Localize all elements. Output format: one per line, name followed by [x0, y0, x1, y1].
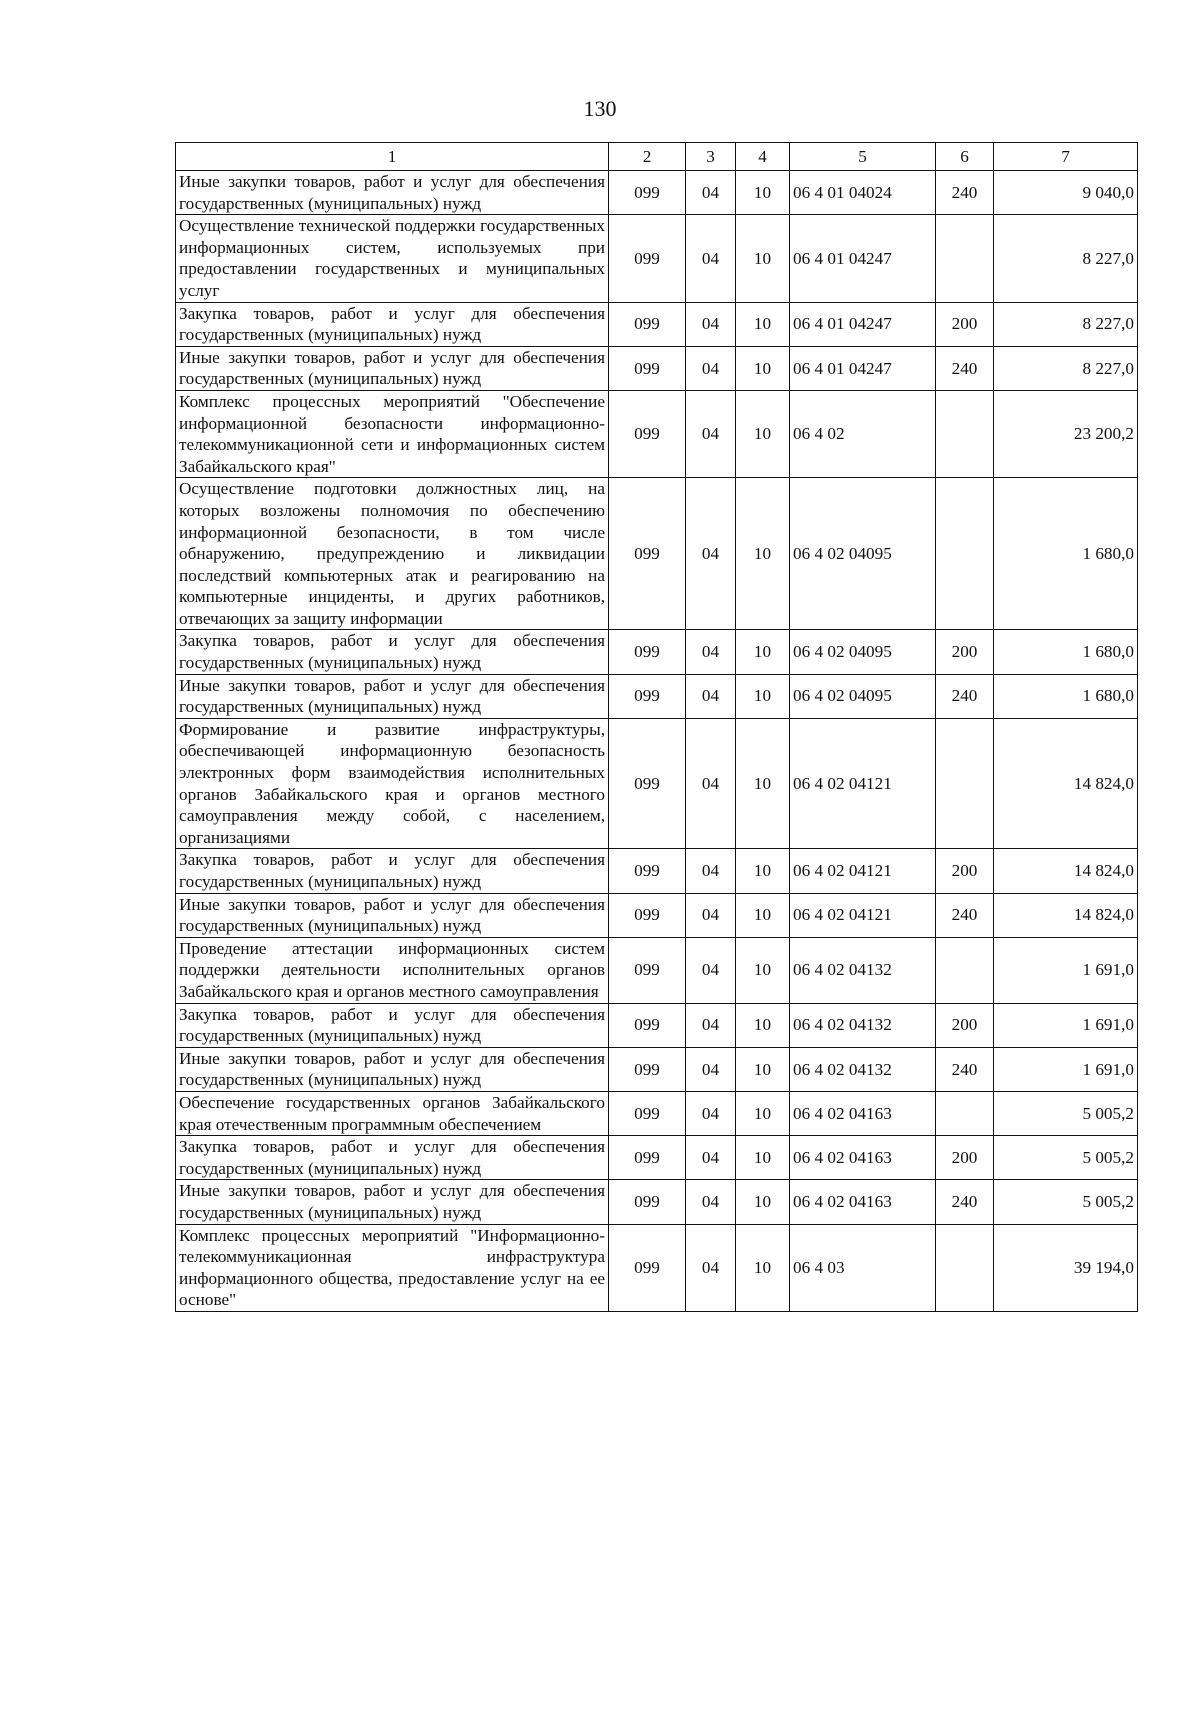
- row-amount-cell: 8 227,0: [994, 346, 1138, 390]
- row-code-2-cell: 099: [609, 171, 686, 215]
- row-target-article-cell: 06 4 02 04132: [790, 1047, 936, 1091]
- header-cell-4: 4: [736, 143, 790, 171]
- row-expense-type-cell: 200: [936, 630, 994, 674]
- row-name-cell: Осуществление технической поддержки государственных информационных систем, используемых при предоставлении государственных и муниципальных услуг: [176, 215, 609, 302]
- row-code-2-cell: 099: [609, 630, 686, 674]
- row-name-cell: Закупка товаров, работ и услуг для обеспечения государственных (муниципальных) нужд: [176, 849, 609, 893]
- row-target-article-cell: 06 4 01 04024: [790, 171, 936, 215]
- row-code-2-cell: 099: [609, 1003, 686, 1047]
- table-body: [176, 171, 1138, 1312]
- row-name-cell: Иные закупки товаров, работ и услуг для обеспечения государственных (муниципальных) нужд: [176, 1047, 609, 1091]
- row-code-2-cell: 099: [609, 718, 686, 849]
- row-amount-cell: 39 194,0: [994, 1224, 1138, 1311]
- row-code-3-cell: 04: [686, 893, 736, 937]
- header-cell-2: 2: [609, 143, 686, 171]
- row-name-cell: Формирование и развитие инфраструктуры, обеспечивающей информационную безопасность электронных форм взаимодействия исполнительных органов Забайкальского края и органов местного самоуправления между собой, с населением, организациями: [176, 718, 609, 849]
- row-amount-cell: 8 227,0: [994, 302, 1138, 346]
- row-expense-type-cell: [936, 215, 994, 302]
- row-code-4-cell: 10: [736, 171, 790, 215]
- row-target-article-cell: 06 4 01 04247: [790, 215, 936, 302]
- row-target-article-cell: 06 4 01 04247: [790, 346, 936, 390]
- row-code-3-cell: 04: [686, 937, 736, 1003]
- row-expense-type-cell: [936, 390, 994, 477]
- row-amount-cell: 9 040,0: [994, 171, 1138, 215]
- row-code-2-cell: 099: [609, 346, 686, 390]
- row-code-4-cell: 10: [736, 893, 790, 937]
- row-amount-cell: 1 691,0: [994, 1003, 1138, 1047]
- table-row: [176, 1003, 1138, 1047]
- table-row: [176, 718, 1138, 849]
- row-code-2-cell: 099: [609, 1047, 686, 1091]
- header-row: [176, 143, 1138, 171]
- table-row: [176, 478, 1138, 630]
- row-code-3-cell: 04: [686, 390, 736, 477]
- page-number: 130: [583, 96, 617, 121]
- row-code-4-cell: 10: [736, 718, 790, 849]
- row-code-3-cell: 04: [686, 674, 736, 718]
- row-code-4-cell: 10: [736, 1047, 790, 1091]
- header-cell-5: 5: [790, 143, 936, 171]
- table-row: [176, 937, 1138, 1003]
- row-amount-cell: 5 005,2: [994, 1180, 1138, 1224]
- table-row: [176, 215, 1138, 302]
- row-code-4-cell: 10: [736, 478, 790, 630]
- row-code-4-cell: 10: [736, 302, 790, 346]
- row-expense-type-cell: 200: [936, 1136, 994, 1180]
- row-code-3-cell: 04: [686, 346, 736, 390]
- row-target-article-cell: 06 4 02 04121: [790, 718, 936, 849]
- row-code-4-cell: 10: [736, 1136, 790, 1180]
- row-expense-type-cell: 200: [936, 849, 994, 893]
- table-row: [176, 390, 1138, 477]
- row-amount-cell: 1 691,0: [994, 937, 1138, 1003]
- row-code-2-cell: 099: [609, 302, 686, 346]
- row-name-cell: Иные закупки товаров, работ и услуг для обеспечения государственных (муниципальных) нужд: [176, 1180, 609, 1224]
- row-amount-cell: 8 227,0: [994, 215, 1138, 302]
- row-name-cell: Иные закупки товаров, работ и услуг для обеспечения государственных (муниципальных) нужд: [176, 171, 609, 215]
- row-code-4-cell: 10: [736, 1180, 790, 1224]
- row-expense-type-cell: 200: [936, 1003, 994, 1047]
- row-name-cell: Закупка товаров, работ и услуг для обеспечения государственных (муниципальных) нужд: [176, 630, 609, 674]
- row-code-3-cell: 04: [686, 171, 736, 215]
- row-target-article-cell: 06 4 02 04121: [790, 849, 936, 893]
- table-row: [176, 171, 1138, 215]
- row-code-2-cell: 099: [609, 849, 686, 893]
- row-code-3-cell: 04: [686, 630, 736, 674]
- row-expense-type-cell: [936, 1091, 994, 1135]
- row-amount-cell: 1 680,0: [994, 478, 1138, 630]
- row-code-2-cell: 099: [609, 1224, 686, 1311]
- row-code-2-cell: 099: [609, 478, 686, 630]
- table-row: [176, 1224, 1138, 1311]
- row-code-3-cell: 04: [686, 478, 736, 630]
- row-name-cell: Проведение аттестации информационных систем поддержки деятельности исполнительных органов Забайкальского края и органов местного самоуправления: [176, 937, 609, 1003]
- row-code-4-cell: 10: [736, 849, 790, 893]
- row-code-3-cell: 04: [686, 302, 736, 346]
- row-code-3-cell: 04: [686, 215, 736, 302]
- table-row: [176, 1180, 1138, 1224]
- row-code-2-cell: 099: [609, 674, 686, 718]
- header-cell-7: 7: [994, 143, 1138, 171]
- row-expense-type-cell: 240: [936, 1047, 994, 1091]
- row-code-2-cell: 099: [609, 893, 686, 937]
- row-name-cell: Иные закупки товаров, работ и услуг для обеспечения государственных (муниципальных) нужд: [176, 893, 609, 937]
- table-row: [176, 893, 1138, 937]
- header-cell-1: 1: [176, 143, 609, 171]
- row-target-article-cell: 06 4 02 04132: [790, 1003, 936, 1047]
- row-code-2-cell: 099: [609, 1136, 686, 1180]
- row-amount-cell: 1 691,0: [994, 1047, 1138, 1091]
- row-code-3-cell: 04: [686, 1003, 736, 1047]
- row-expense-type-cell: 200: [936, 302, 994, 346]
- row-name-cell: Закупка товаров, работ и услуг для обеспечения государственных (муниципальных) нужд: [176, 1003, 609, 1047]
- row-expense-type-cell: 240: [936, 674, 994, 718]
- row-code-2-cell: 099: [609, 1180, 686, 1224]
- row-amount-cell: 23 200,2: [994, 390, 1138, 477]
- row-code-4-cell: 10: [736, 1091, 790, 1135]
- row-target-article-cell: 06 4 01 04247: [790, 302, 936, 346]
- header-cell-6: 6: [936, 143, 994, 171]
- row-target-article-cell: 06 4 02 04163: [790, 1091, 936, 1135]
- table-row: [176, 630, 1138, 674]
- table-row: [176, 1136, 1138, 1180]
- row-code-3-cell: 04: [686, 1047, 736, 1091]
- table-row: [176, 849, 1138, 893]
- row-code-3-cell: 04: [686, 1180, 736, 1224]
- row-name-cell: Иные закупки товаров, работ и услуг для обеспечения государственных (муниципальных) нужд: [176, 346, 609, 390]
- row-target-article-cell: 06 4 02 04121: [790, 893, 936, 937]
- row-amount-cell: 1 680,0: [994, 630, 1138, 674]
- row-expense-type-cell: 240: [936, 171, 994, 215]
- row-code-3-cell: 04: [686, 718, 736, 849]
- budget-table: [175, 142, 1138, 1312]
- table-header: [176, 143, 1138, 171]
- row-name-cell: Обеспечение государственных органов Забайкальского края отечественным программным обеспечением: [176, 1091, 609, 1135]
- row-amount-cell: 14 824,0: [994, 849, 1138, 893]
- row-expense-type-cell: [936, 478, 994, 630]
- row-code-2-cell: 099: [609, 937, 686, 1003]
- row-code-3-cell: 04: [686, 1091, 736, 1135]
- row-code-4-cell: 10: [736, 674, 790, 718]
- row-target-article-cell: 06 4 02 04163: [790, 1180, 936, 1224]
- row-name-cell: Комплекс процессных мероприятий "Информационно-телекоммуникационная инфраструктура информационного общества, предоставление услуг на ее основе": [176, 1224, 609, 1311]
- row-target-article-cell: 06 4 02 04095: [790, 630, 936, 674]
- row-code-4-cell: 10: [736, 390, 790, 477]
- row-target-article-cell: 06 4 02 04163: [790, 1136, 936, 1180]
- row-code-3-cell: 04: [686, 1136, 736, 1180]
- row-amount-cell: 1 680,0: [994, 674, 1138, 718]
- row-target-article-cell: 06 4 03: [790, 1224, 936, 1311]
- row-amount-cell: 5 005,2: [994, 1091, 1138, 1135]
- row-code-2-cell: 099: [609, 390, 686, 477]
- row-name-cell: Закупка товаров, работ и услуг для обеспечения государственных (муниципальных) нужд: [176, 302, 609, 346]
- row-expense-type-cell: [936, 718, 994, 849]
- table-row: [176, 1091, 1138, 1135]
- row-expense-type-cell: 240: [936, 893, 994, 937]
- row-target-article-cell: 06 4 02: [790, 390, 936, 477]
- row-code-2-cell: 099: [609, 1091, 686, 1135]
- row-amount-cell: 14 824,0: [994, 893, 1138, 937]
- row-code-3-cell: 04: [686, 849, 736, 893]
- row-name-cell: Осуществление подготовки должностных лиц, на которых возложены полномочия по обеспечению информационной безопасности, в том числе обнаружению, предупреждению и ликвидации последствий компьютерных атак и реагированию на компьютерные инциденты, и других работников, отвечающих за защиту информации: [176, 478, 609, 630]
- row-expense-type-cell: [936, 1224, 994, 1311]
- row-code-3-cell: 04: [686, 1224, 736, 1311]
- table-row: [176, 1047, 1138, 1091]
- row-name-cell: Иные закупки товаров, работ и услуг для обеспечения государственных (муниципальных) нужд: [176, 674, 609, 718]
- row-code-2-cell: 099: [609, 215, 686, 302]
- table-row: [176, 302, 1138, 346]
- table-row: [176, 674, 1138, 718]
- row-expense-type-cell: 240: [936, 1180, 994, 1224]
- row-expense-type-cell: [936, 937, 994, 1003]
- row-code-4-cell: 10: [736, 1003, 790, 1047]
- row-code-4-cell: 10: [736, 937, 790, 1003]
- row-code-4-cell: 10: [736, 630, 790, 674]
- table-row: [176, 346, 1138, 390]
- row-target-article-cell: 06 4 02 04095: [790, 674, 936, 718]
- row-amount-cell: 5 005,2: [994, 1136, 1138, 1180]
- row-target-article-cell: 06 4 02 04132: [790, 937, 936, 1003]
- row-amount-cell: 14 824,0: [994, 718, 1138, 849]
- row-name-cell: Закупка товаров, работ и услуг для обеспечения государственных (муниципальных) нужд: [176, 1136, 609, 1180]
- row-code-4-cell: 10: [736, 215, 790, 302]
- header-cell-3: 3: [686, 143, 736, 171]
- row-expense-type-cell: 240: [936, 346, 994, 390]
- row-target-article-cell: 06 4 02 04095: [790, 478, 936, 630]
- row-code-4-cell: 10: [736, 1224, 790, 1311]
- row-name-cell: Комплекс процессных мероприятий "Обеспечение информационной безопасности информационно-телекоммуникационной сети и информационных систем Забайкальского края": [176, 390, 609, 477]
- row-code-4-cell: 10: [736, 346, 790, 390]
